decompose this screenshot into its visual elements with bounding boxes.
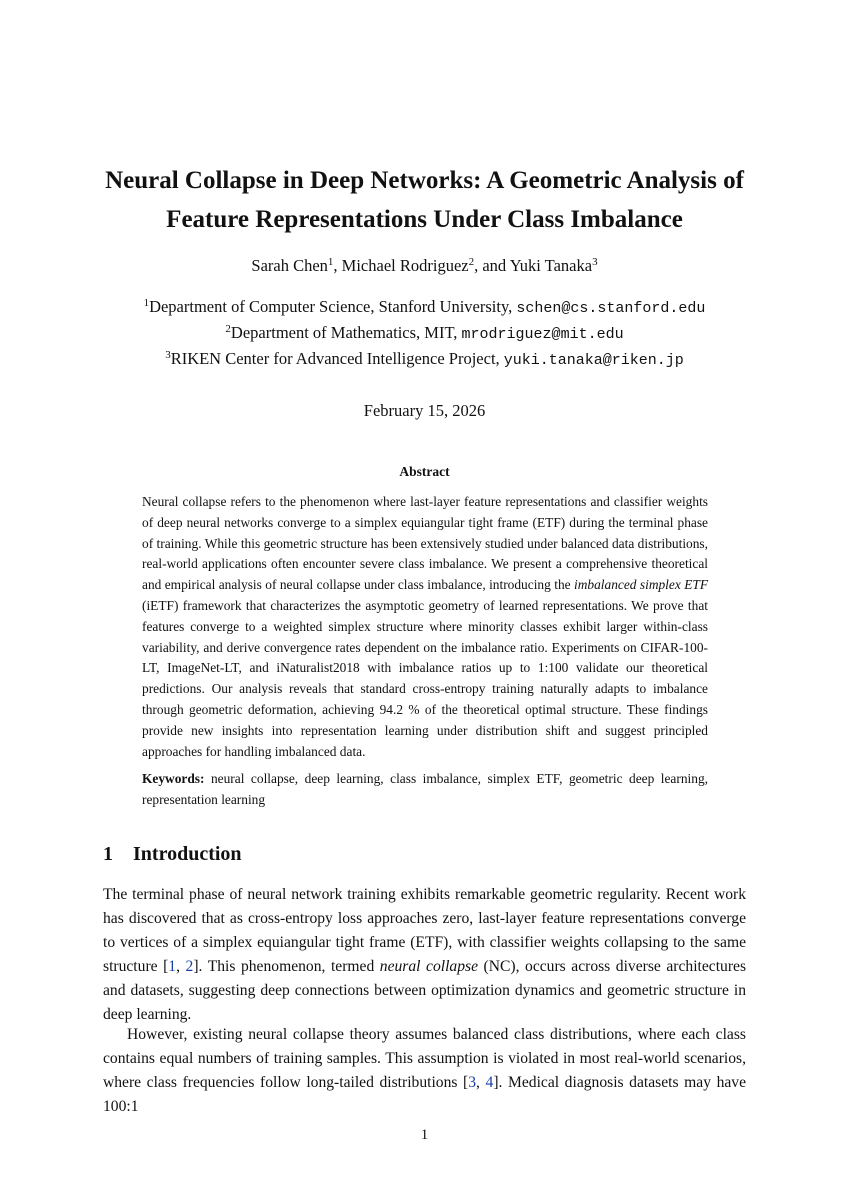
author-name: Sarah Chen	[251, 256, 328, 275]
affiliation-list	[0, 295, 849, 373]
paper-date: February 15, 2026	[363, 401, 486, 420]
email-address: yuki.tanaka@riken.jp	[503, 352, 684, 369]
affiliation-mark: 1	[327, 256, 334, 268]
citation-separator: ,	[476, 1073, 486, 1091]
paragraph-text: The terminal phase of neural network training exhibits remarkable geometric regularity. Recent work has discovered that as cross-entropy loss approaches zero, last-layer feature representations converge to vertices of a simplex equiangular tight frame (ETF), with classifier weights collapsing to the same structure [	[103, 886, 746, 975]
keywords	[142, 769, 708, 811]
paragraph-text: ]. Medical diagnosis datasets may have 100:1	[103, 1073, 747, 1115]
keywords-text: neural collapse, deep learning, class imbalance, simplex ETF, geometric deep learning, representation learning	[142, 771, 708, 807]
section-heading	[103, 841, 242, 867]
abstract-heading: Abstract	[399, 464, 450, 479]
author-separator: , and	[474, 256, 510, 275]
keywords-label: Keywords:	[142, 771, 205, 786]
title-line-2: Feature Representations Under Class Imbalance	[166, 206, 683, 233]
citation-link[interactable]: 3	[468, 1073, 477, 1091]
affiliation-mark: 3	[592, 256, 598, 268]
paragraph-text: (NC), occurs across diverse architectures and datasets, suggesting deep connections between optimization dynamics and geometric structure in deep learning.	[103, 957, 747, 1023]
affiliation-text: RIKEN Center for Advanced Intelligence Project,	[170, 349, 504, 368]
affiliation-line	[0, 295, 849, 321]
title-line-1: Neural Collapse in Deep Networks: A Geometric Analysis of	[105, 167, 744, 194]
author-list	[0, 255, 849, 277]
abstract-part: (iETF) framework that characterizes the asymptotic geometry of learned representations. We prove that features converge to a weighted simplex structure where minority classes exhibit larger within-class variability, and derive convergence rates dependent on the imbalance ratio. Experiments on CIFAR-100-LT, ImageNet-LT, and iNaturalist2018 with imbalance ratios up to 1:100 validate our theoretical predictions. Our analysis reveals that standard cross-entropy training naturally adapts to imbalance through geometric deformation, achieving 94.2 % of the theoretical optimal structure. These findings provide new insights into representation learning under distribution shift and suggest principled approaches for handling imbalanced data.	[142, 597, 708, 759]
citation-link[interactable]: 2	[185, 957, 194, 975]
section-title: Introduction	[133, 843, 242, 865]
affiliation-mark: 2	[468, 256, 475, 268]
body-paragraph	[103, 883, 746, 1026]
email-address: schen@cs.stanford.edu	[516, 300, 706, 317]
paper-title	[60, 161, 789, 239]
affiliation-mark: 3	[165, 349, 171, 361]
affiliation-text: Department of Mathematics, MIT,	[230, 323, 462, 342]
affiliation-line	[0, 321, 849, 347]
abstract-part: Neural collapse refers to the phenomenon where last-layer feature representations and classifier weights of deep neural networks converge to a simplex equiangular tight frame (ETF) during the terminal phase of training. While this geometric structure has been extensively studied under balanced data distributions, real-world applications often encounter severe class imbalance. We present a comprehensive theoretical and empirical analysis of neural collapse under class imbalance, introducing the	[142, 494, 708, 593]
abstract-text	[142, 492, 708, 762]
affiliation-line	[0, 347, 849, 373]
citation-link[interactable]: 1	[168, 957, 177, 975]
section-number: 1	[103, 843, 113, 865]
affiliation-mark: 2	[225, 323, 231, 335]
body-paragraph	[103, 1023, 746, 1119]
citation-separator: ,	[176, 957, 186, 975]
affiliation-mark: 1	[143, 297, 150, 309]
author-name: Yuki Tanaka	[509, 256, 593, 275]
paragraph-text: However, existing neural collapse theory assumes balanced class distributions, where each class contains equal numbers of training samples. This assumption is violated in most real-world scenarios, where class frequencies follow long-tailed distributions [	[103, 1026, 746, 1091]
citation-link[interactable]: 4	[485, 1073, 494, 1091]
page-number: 1	[420, 1127, 429, 1143]
paragraph-text: ]. This phenomenon, termed	[193, 957, 380, 975]
abstract-emphasis: imbalanced simplex ETF	[574, 577, 709, 593]
author-name: Michael Rodriguez	[341, 256, 469, 275]
paragraph-emphasis: neural collapse	[379, 957, 479, 975]
email-address: mrodriguez@mit.edu	[461, 326, 624, 343]
author-separator: ,	[333, 256, 342, 275]
affiliation-text: Department of Computer Science, Stanford University,	[149, 297, 517, 316]
